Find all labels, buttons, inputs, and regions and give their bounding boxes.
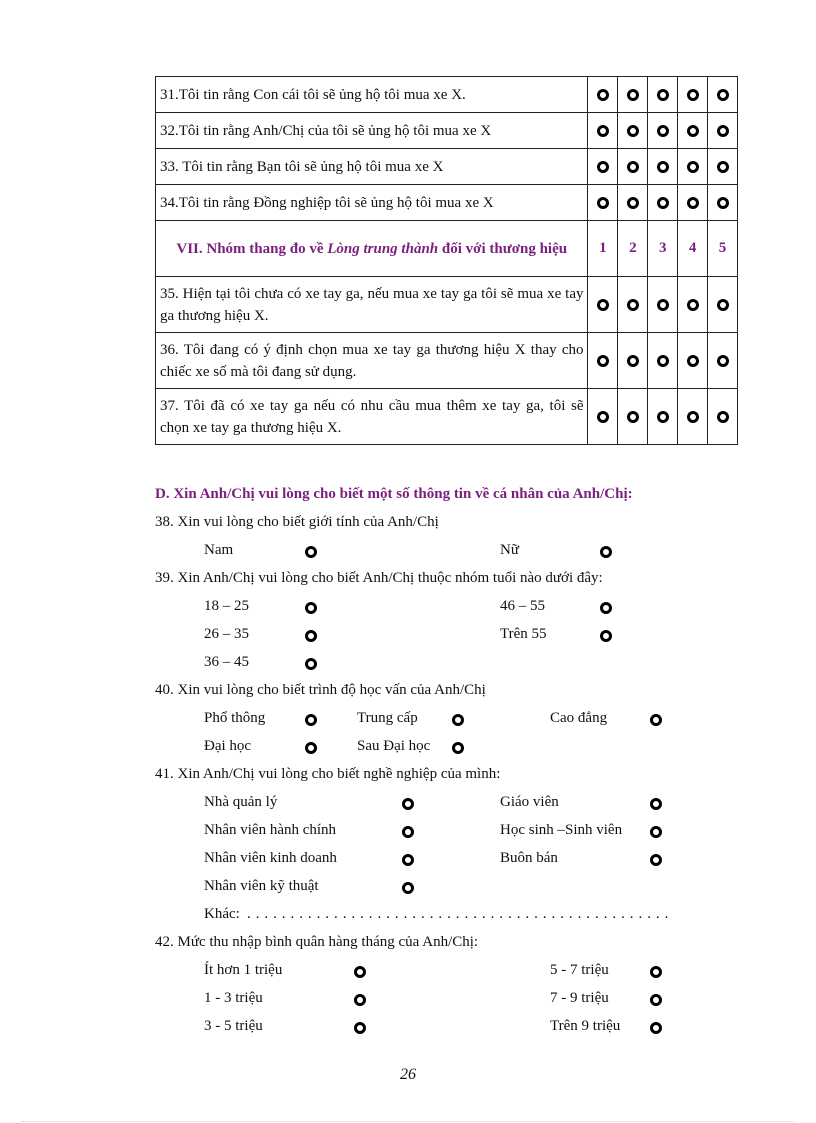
statement-35: 35. Hiện tại tôi chưa có xe tay ga, nếu mua xe tay ga tôi sẽ mua xe tay ga thương hiệu X. (156, 277, 588, 333)
table-row (156, 113, 738, 149)
option-label: Sau Đại học (357, 738, 431, 754)
radio-option[interactable] (687, 125, 699, 137)
radio-option[interactable] (717, 411, 729, 423)
other-fill-line[interactable]: . . . . . . . . . . . . . . . . . . . . . . . . . . . . . . . . . . . . . . . . . . . . . . . . . (247, 906, 669, 922)
scale-label-2: 2 (618, 221, 648, 277)
radio-option[interactable] (717, 355, 729, 367)
radio-job-student[interactable] (650, 826, 662, 838)
option-label: 1 - 3 triệu (204, 990, 263, 1006)
option-label: Nhà quản lý (204, 794, 278, 810)
radio-female[interactable] (600, 546, 612, 558)
radio-option[interactable] (717, 299, 729, 311)
section-emphasis: Lòng trung thành (327, 240, 439, 257)
question-39: 39. Xin Anh/Chị vui lòng cho biết Anh/Chị thuộc nhóm tuổi nào dưới đây: (155, 570, 603, 586)
radio-income-under-1m[interactable] (354, 966, 366, 978)
option-label: Phổ thông (204, 710, 266, 726)
option-label: 26 – 35 (204, 626, 249, 642)
section-vii-title (156, 221, 588, 277)
option-label: Nam (204, 542, 234, 558)
option-label: Nhân viên hành chính (204, 822, 337, 838)
radio-income-5-7m[interactable] (650, 966, 662, 978)
radio-income-7-9m[interactable] (650, 994, 662, 1006)
radio-option[interactable] (717, 197, 729, 209)
question-40: 40. Xin vui lòng cho biết trình độ học vấn của Anh/Chị (155, 682, 486, 698)
statement-33: 33. Tôi tin rằng Bạn tôi sẽ ủng hộ tôi mua xe X (156, 149, 588, 185)
radio-option[interactable] (657, 161, 669, 173)
radio-option[interactable] (687, 299, 699, 311)
radio-option[interactable] (627, 161, 639, 173)
option-label: 18 – 25 (204, 598, 249, 614)
radio-option[interactable] (687, 89, 699, 101)
section-prefix: VII. Nhóm thang đo về (176, 240, 328, 257)
table-row (156, 333, 738, 389)
option-label: Nữ (500, 542, 519, 558)
option-label: Học sinh –Sinh viên (500, 822, 623, 838)
statement-37: 37. Tôi đã có xe tay ga nếu có nhu cầu mua thêm xe tay ga, tôi sẽ chọn xe tay ga thương hiệu X. (156, 389, 588, 445)
option-label: Ít hơn 1 triệu (204, 962, 283, 978)
radio-job-manager[interactable] (402, 798, 414, 810)
radio-option[interactable] (597, 89, 609, 101)
radio-income-3-5m[interactable] (354, 1022, 366, 1034)
option-label: Nhân viên kỹ thuật (204, 878, 319, 894)
section-suffix: đối với thương hiệu (438, 240, 568, 257)
scale-label-3: 3 (648, 221, 678, 277)
radio-age-26-35[interactable] (305, 630, 317, 642)
option-label: Nhân viên kinh doanh (204, 850, 337, 866)
option-label: Trên 9 triệu (550, 1018, 621, 1034)
question-42: 42. Mức thu nhập bình quân hàng tháng của Anh/Chị: (155, 934, 479, 950)
table-row (156, 149, 738, 185)
question-38: 38. Xin vui lòng cho biết giới tính của Anh/Chị (155, 514, 439, 530)
radio-option[interactable] (627, 411, 639, 423)
radio-job-admin[interactable] (402, 826, 414, 838)
radio-age-46-55[interactable] (600, 602, 612, 614)
option-label: 3 - 5 triệu (204, 1018, 263, 1034)
radio-option[interactable] (657, 355, 669, 367)
option-label: Đại học (204, 738, 252, 754)
option-label: Giáo viên (500, 794, 559, 810)
radio-job-sales[interactable] (402, 854, 414, 866)
radio-option[interactable] (657, 125, 669, 137)
radio-income-over-9m[interactable] (650, 1022, 662, 1034)
option-label: Trung cấp (357, 710, 418, 726)
radio-edu-postgraduate[interactable] (452, 742, 464, 754)
table-row (156, 389, 738, 445)
radio-option[interactable] (627, 355, 639, 367)
option-label: 36 – 45 (204, 654, 249, 670)
radio-age-over-55[interactable] (600, 630, 612, 642)
radio-male[interactable] (305, 546, 317, 558)
table-row (156, 77, 738, 113)
radio-option[interactable] (627, 89, 639, 101)
radio-edu-university[interactable] (305, 742, 317, 754)
radio-option[interactable] (717, 161, 729, 173)
radio-option[interactable] (627, 299, 639, 311)
section-d-title: D. Xin Anh/Chị vui lòng cho biết một số thông tin về cá nhân của Anh/Chị: (155, 486, 633, 502)
radio-option[interactable] (657, 411, 669, 423)
radio-option[interactable] (597, 355, 609, 367)
radio-option[interactable] (597, 197, 609, 209)
radio-option[interactable] (657, 197, 669, 209)
question-41: 41. Xin Anh/Chị vui lòng cho biết nghề nghiệp của mình: (155, 766, 501, 782)
radio-option[interactable] (597, 299, 609, 311)
scale-label-1: 1 (588, 221, 618, 277)
radio-option[interactable] (657, 89, 669, 101)
option-label: Trên 55 (500, 626, 547, 642)
option-label: Cao đẳng (550, 710, 608, 726)
scale-label-4: 4 (678, 221, 708, 277)
scale-label-5: 5 (708, 221, 738, 277)
radio-option[interactable] (717, 89, 729, 101)
table-row (156, 277, 738, 333)
radio-age-36-45[interactable] (305, 658, 317, 670)
page-number: 26 (400, 1066, 416, 1083)
table-row (156, 185, 738, 221)
radio-option[interactable] (657, 299, 669, 311)
radio-edu-highschool[interactable] (305, 714, 317, 726)
radio-job-teacher[interactable] (650, 798, 662, 810)
radio-option[interactable] (687, 197, 699, 209)
radio-job-trader[interactable] (650, 854, 662, 866)
section-header-row (156, 221, 738, 277)
radio-option[interactable] (687, 355, 699, 367)
statement-36: 36. Tôi đang có ý định chọn mua xe tay ga thương hiệu X thay cho chiếc xe số mà tôi đang sử dụng. (156, 333, 588, 389)
radio-job-technical[interactable] (402, 882, 414, 894)
option-label: 5 - 7 triệu (550, 962, 609, 978)
radio-option[interactable] (627, 197, 639, 209)
other-label: Khác: (204, 906, 240, 922)
radio-option[interactable] (597, 411, 609, 423)
page-bottom-divider (22, 1121, 794, 1122)
radio-income-1-3m[interactable] (354, 994, 366, 1006)
likert-table (155, 76, 738, 445)
option-label: 7 - 9 triệu (550, 990, 609, 1006)
statement-32: 32.Tôi tin rằng Anh/Chị của tôi sẽ ủng hộ tôi mua xe X (156, 113, 588, 149)
radio-option[interactable] (597, 161, 609, 173)
radio-edu-vocational[interactable] (452, 714, 464, 726)
option-label: 46 – 55 (500, 598, 545, 614)
radio-option[interactable] (597, 125, 609, 137)
radio-option[interactable] (687, 411, 699, 423)
statement-34: 34.Tôi tin rằng Đồng nghiệp tôi sẽ ủng hộ tôi mua xe X (156, 185, 588, 221)
radio-option[interactable] (627, 125, 639, 137)
radio-option[interactable] (687, 161, 699, 173)
statement-31: 31.Tôi tin rằng Con cái tôi sẽ ủng hộ tôi mua xe X. (156, 77, 588, 113)
option-label: Buôn bán (500, 850, 558, 866)
radio-edu-college[interactable] (650, 714, 662, 726)
radio-option[interactable] (717, 125, 729, 137)
radio-age-18-25[interactable] (305, 602, 317, 614)
